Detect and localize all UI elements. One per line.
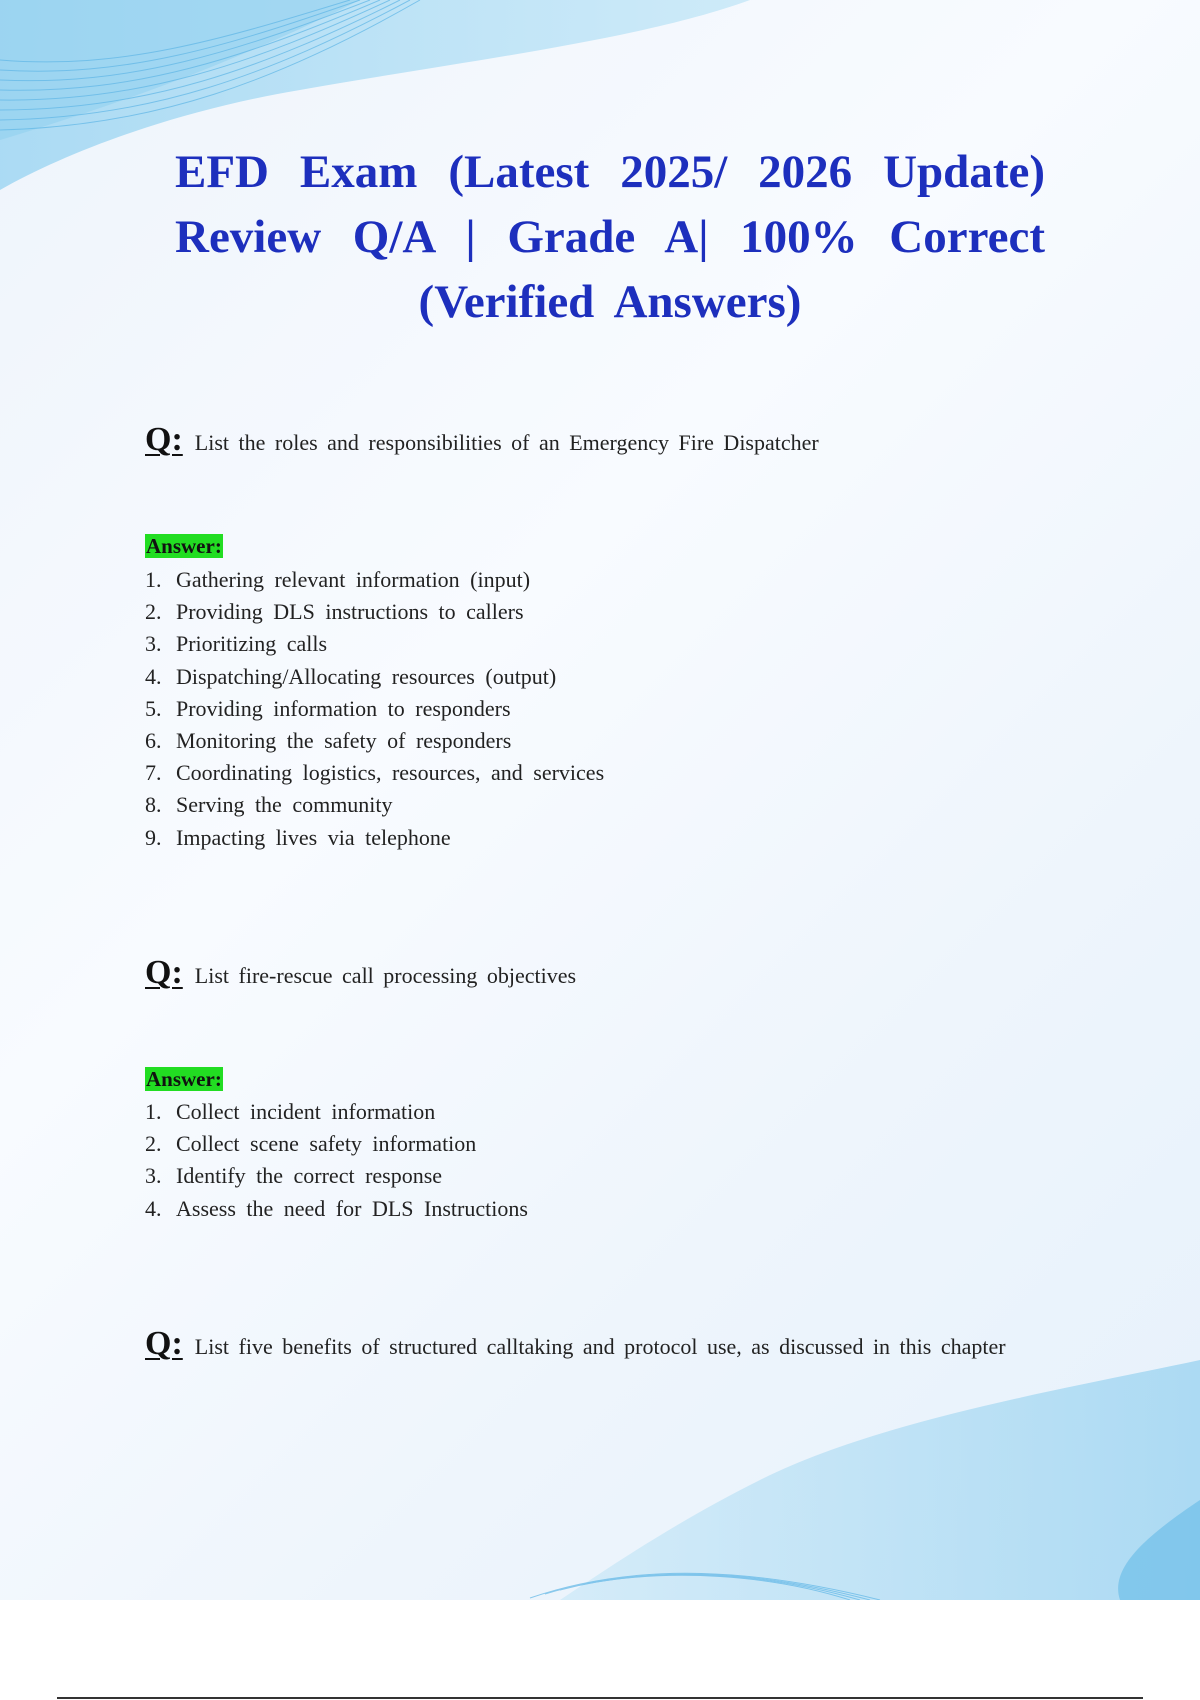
question-label: Q:	[145, 421, 183, 458]
answer-label: Answer:	[146, 534, 222, 558]
question-label: Q:	[145, 1325, 183, 1362]
list-item: 2. Collect scene safety information	[145, 1131, 477, 1157]
question-1	[145, 422, 1043, 461]
answer-label: Answer:	[146, 1067, 222, 1091]
answer-list-2	[145, 1096, 528, 1225]
list-item: 9. Impacting lives via telephone	[145, 824, 451, 850]
question-2	[145, 955, 1043, 994]
list-item: 4. Dispatching/Allocating resources (output)	[145, 663, 557, 689]
title-line-1: EFD Exam (Latest 2025/ 2026 Update)	[175, 146, 1045, 198]
answer-list-1	[145, 564, 604, 854]
question-3	[145, 1326, 1043, 1365]
list-item: 6. Monitoring the safety of responders	[145, 728, 512, 754]
list-item: 7. Coordinating logistics, resources, and services	[145, 760, 605, 786]
page-bottom-divider	[57, 1697, 1143, 1699]
title-line-3: (Verified Answers)	[418, 276, 802, 328]
question-text: List the roles and responsibilities of an Emergency Fire Dispatcher	[194, 430, 819, 455]
list-item: 8. Serving the community	[145, 792, 393, 818]
list-item: 3. Identify the correct response	[145, 1163, 443, 1189]
question-text: List five benefits of structured calltaking and protocol use, as discussed in this chapter	[194, 1334, 1006, 1359]
list-item: 5. Providing information to responders	[145, 695, 511, 721]
question-label: Q:	[145, 954, 183, 991]
list-item: 1. Gathering relevant information (input)	[145, 567, 531, 592]
title-line-2: Review Q/A | Grade A| 100% Correct	[175, 211, 1045, 263]
list-item: 4. Assess the need for DLS Instructions	[145, 1195, 528, 1221]
list-item: 1. Collect incident information	[145, 1099, 436, 1124]
question-text: List fire-rescue call processing objectives	[194, 963, 577, 988]
list-item: 2. Providing DLS instructions to callers	[145, 599, 524, 625]
list-item: 3. Prioritizing calls	[145, 631, 328, 657]
document-title	[175, 140, 1045, 335]
